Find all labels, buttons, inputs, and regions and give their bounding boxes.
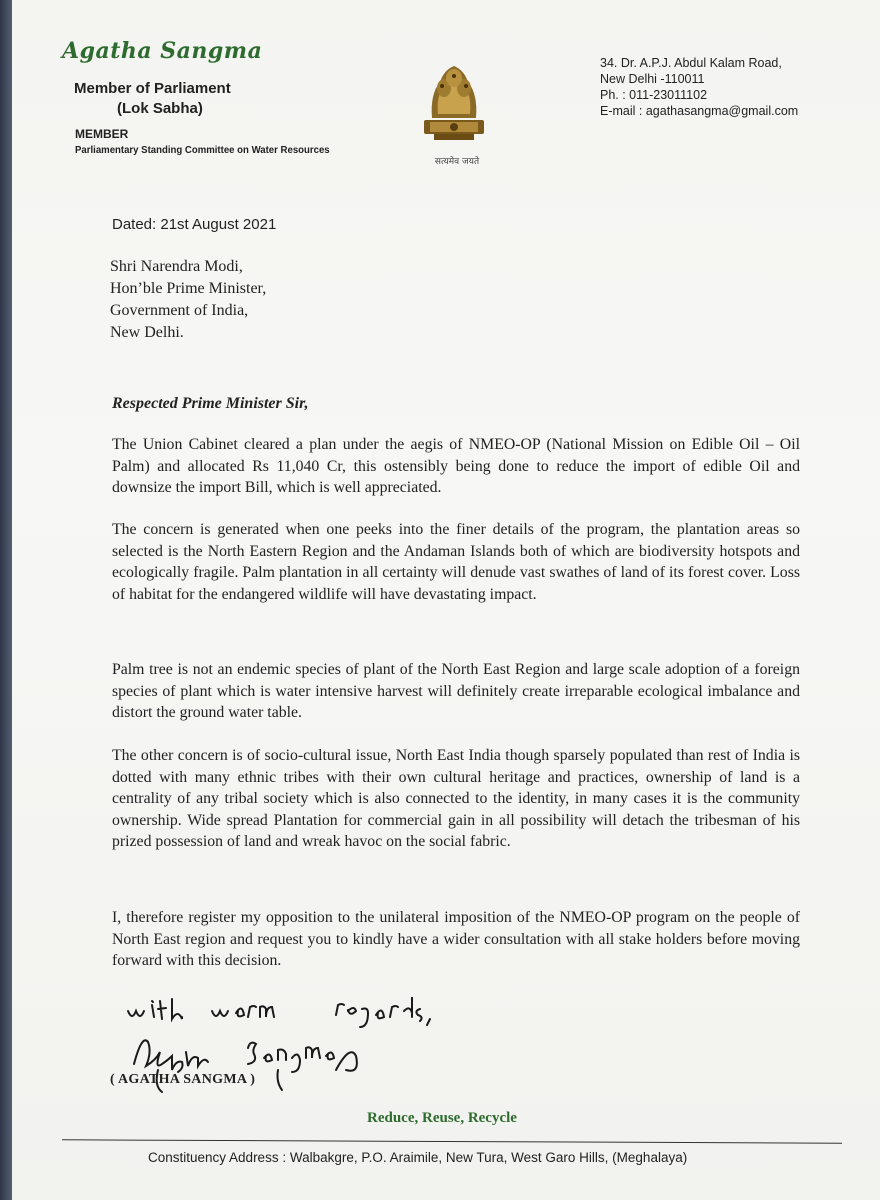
handwritten-signature xyxy=(128,1030,368,1100)
national-emblem-icon xyxy=(414,48,494,148)
footer-divider xyxy=(62,1139,842,1143)
handwritten-closing xyxy=(124,995,454,1030)
address-line: 34. Dr. A.P.J. Abdul Kalam Road, xyxy=(600,56,782,70)
house-label: (Lok Sabha) xyxy=(117,100,203,117)
letter-page xyxy=(12,0,880,1200)
recipient-line: Hon’ble Prime Minister, xyxy=(110,280,267,297)
body-paragraph: Palm tree is not an endemic species of plant of the North East Region and large scale adoption of a foreign species of plant which is water intensive harvest will definitely create irreparable ecological imbalance and distort the ground water table. xyxy=(112,661,800,721)
recipient-line: New Delhi. xyxy=(110,324,184,341)
signatory-name: ( AGATHA SANGMA ) xyxy=(110,1072,256,1087)
recipient-line: Shri Narendra Modi, xyxy=(110,258,243,275)
sender-name-logo: Agatha Sangma xyxy=(62,38,263,64)
position-title: Member of Parliament xyxy=(74,80,231,97)
body-paragraph: The other concern is of socio-cultural issue, North East India though sparsely populated than rest of India is dotted with many ethnic tribes with their own cultural heritage and practices, ownership of land is a centrality of any tribal society which is also connected to the identity, in many cases it is the community ownership. Wide spread Plantation for commercial gain in all possibility will detach the tribesman of his prized possession of land and wreak havoc on the social fabric. xyxy=(112,747,800,850)
address-line: New Delhi -110011 xyxy=(600,72,705,86)
letter-date: Dated: 21st August 2021 xyxy=(112,216,277,233)
emblem-motto: सत्यमेव जयते xyxy=(434,157,480,167)
constituency-address: Constituency Address : Walbakgre, P.O. Araimile, New Tura, West Garo Hills, (Meghalaya) xyxy=(148,1150,688,1165)
body-paragraph: The Union Cabinet cleared a plan under the aegis of NMEO-OP (National Mission on Edible Oil – Oil Palm) and allocated Rs 11,040 Cr, this ostensibly being done to reduce the import of edible Oil and downsize the import Bill, which is well appreciated. xyxy=(112,436,800,496)
member-label: MEMBER xyxy=(75,127,129,141)
office-address xyxy=(600,55,798,119)
phone-line: Ph. : 011-23011102 xyxy=(600,88,708,102)
recipient-block xyxy=(110,256,266,344)
committee-name: Parliamentary Standing Committee on Water Resources xyxy=(75,145,330,156)
recipient-line: Government of India, xyxy=(110,302,249,319)
salutation: Respected Prime Minister Sir, xyxy=(112,395,309,412)
email-line: E-mail : agathasangma@gmail.com xyxy=(600,104,799,118)
body-paragraph: The concern is generated when one peeks into the finer details of the program, the plantation areas so selected is the North Eastern Region and the Andaman Islands both of which are biodiversity hotspots and ecologically fragile. Palm plantation in all certainty will denude vast swathes of land of its forest cover. Loss of habitat for the endangered wildlife will have devastating impact. xyxy=(112,521,800,603)
footer-tagline: Reduce, Reuse, Recycle xyxy=(367,1110,517,1126)
body-paragraph: I, therefore register my opposition to the unilateral imposition of the NMEO-OP program on the people of North East region and request you to kindly have a wider consultation with all stake holders before moving forward with this decision. xyxy=(112,909,800,969)
